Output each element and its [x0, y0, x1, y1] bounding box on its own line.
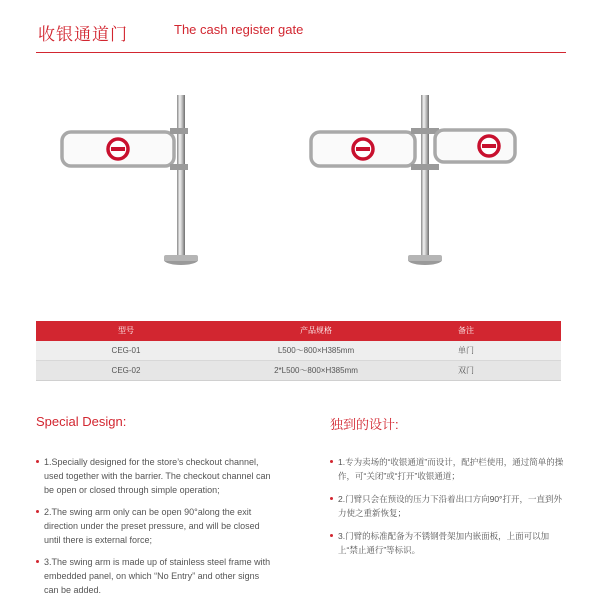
- list-item: [36, 505, 276, 547]
- bullet-icon: [36, 560, 39, 563]
- design-list-cn: [330, 455, 565, 566]
- list-item: [330, 529, 565, 557]
- table-row: [36, 341, 561, 361]
- special-design-title-en: Special Design:: [36, 414, 127, 429]
- table-header: [36, 321, 561, 341]
- list-item: [36, 555, 276, 597]
- list-item: [330, 455, 565, 483]
- bullet-icon: [36, 510, 39, 513]
- design-list-en: [36, 455, 276, 605]
- list-item-text: 3.门臂的标准配备为不锈钢骨架加内嵌面板，上面可以加上“禁止通行”等标识。: [338, 531, 550, 555]
- table-row: [36, 361, 561, 381]
- bullet-icon: [330, 534, 333, 537]
- spec-table: [36, 321, 561, 381]
- special-design-title-cn: 独到的设计:: [330, 417, 399, 432]
- single-gate-image: [60, 90, 210, 270]
- cell-spec: 2*L500～800×H385mm: [274, 366, 358, 375]
- bullet-icon: [36, 460, 39, 463]
- header-note: 备注: [458, 326, 474, 335]
- page-header: [38, 18, 568, 52]
- double-gate-image: [305, 90, 520, 270]
- cell-spec: L500～800×H385mm: [277, 346, 355, 355]
- list-item: [36, 455, 276, 497]
- list-item-text: 3.The swing arm is made up of stainless steel frame with embedded panel, on which “No Entry” and other signs can be added.: [44, 557, 271, 595]
- list-item-text: 2.门臂只会在预设的压力下沿着出口方向90°打开，一直到外力使之重新恢复；: [338, 494, 562, 518]
- list-item-text: 2.The swing arm only can be open 90°along the exit direction under the preset pressure, and will be closed until there is external force;: [44, 507, 260, 545]
- bullet-icon: [330, 460, 333, 463]
- header-model: 型号: [118, 326, 134, 335]
- header-spec: 产品规格: [300, 326, 332, 335]
- page-title-en: The cash register gate: [174, 22, 304, 37]
- cell-note: 单门: [458, 346, 474, 355]
- cell-model: CEG-01: [111, 346, 141, 355]
- page-title-cn: 收银通道门: [38, 25, 128, 44]
- header-divider: [36, 52, 566, 53]
- list-item-text: 1.Specially designed for the store’s checkout channel, used together with the barrier. The checkout channel can be open or closed through simple operation;: [44, 457, 271, 495]
- list-item: [330, 492, 565, 520]
- cell-note: 双门: [458, 366, 474, 375]
- bullet-icon: [330, 497, 333, 500]
- cell-model: CEG-02: [111, 366, 141, 375]
- list-item-text: 1.专为卖场的“收银通道”而设计，配护栏使用，通过简单的操作，可“关闭”或“打开”收银通道；: [338, 457, 564, 481]
